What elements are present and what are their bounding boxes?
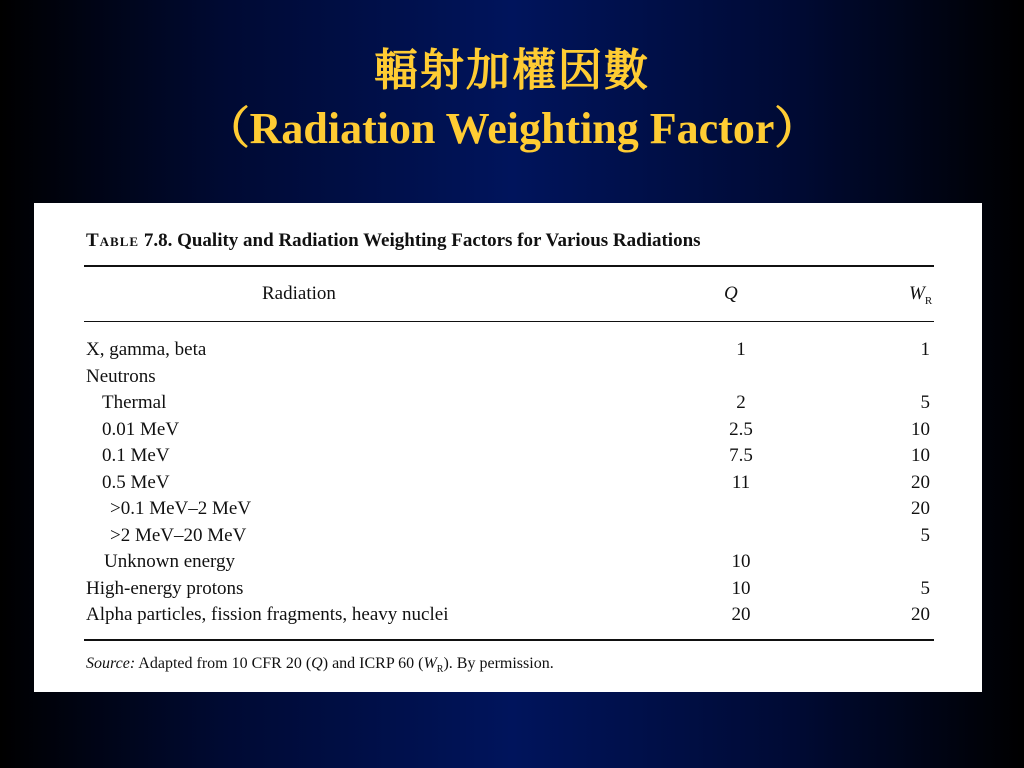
- weighting-factor-cell: 10: [911, 418, 930, 440]
- quality-factor-cell: 10: [731, 551, 751, 572]
- weighting-factor-cell: 1: [920, 339, 930, 360]
- table-row: [34, 498, 982, 524]
- radiation-type-cell: 0.1 MeV: [102, 445, 170, 466]
- slide-title-chinese: 輻射加權因數: [374, 45, 650, 96]
- radiation-type-cell: 0.01 MeV: [102, 418, 180, 440]
- header-wr: [909, 283, 932, 307]
- radiation-type-cell: X, gamma, beta: [86, 339, 207, 360]
- table-row: [34, 551, 982, 577]
- bottom-rule: [84, 639, 934, 641]
- table-row: [34, 366, 982, 392]
- radiation-type-cell: Unknown energy: [104, 551, 236, 572]
- weighting-factor-cell: 20: [911, 471, 930, 493]
- table-image-panel: [34, 203, 982, 692]
- header-q: Q: [724, 283, 738, 304]
- radiation-type-cell: Neutrons: [86, 365, 156, 387]
- quality-factor-cell: 10: [731, 577, 751, 599]
- table-row: [34, 525, 982, 551]
- table-row: [34, 392, 982, 418]
- radiation-type-cell: High-energy protons: [86, 577, 244, 599]
- table-caption: [86, 230, 701, 252]
- table-source-note: [86, 655, 554, 675]
- weighting-factor-cell: 5: [920, 392, 930, 413]
- table-caption-prefix: Table: [86, 230, 140, 251]
- source-text-1: Adapted from 10 CFR 20 (: [138, 655, 312, 672]
- radiation-type-cell: Alpha particles, fission fragments, heavy nuclei: [86, 604, 449, 625]
- header-rule: [84, 321, 934, 322]
- table-caption-text: Quality and Radiation Weighting Factors for Various Radiations: [177, 230, 701, 251]
- table-row: [34, 578, 982, 604]
- source-w: W: [423, 655, 437, 672]
- quality-factor-cell: 1: [736, 339, 746, 360]
- table-row: [34, 419, 982, 445]
- radiation-type-cell: Thermal: [102, 392, 167, 413]
- table-caption-number: 7.8.: [143, 230, 173, 251]
- source-w-subscript: R: [436, 664, 444, 676]
- header-w-subscript: R: [924, 294, 933, 307]
- source-text-3: ). By permission.: [443, 655, 554, 672]
- radiation-type-cell: >2 MeV–20 MeV: [110, 524, 247, 546]
- quality-factor-cell: 11: [731, 471, 751, 493]
- source-text-2: ) and ICRP 60 (: [322, 655, 424, 672]
- weighting-factor-cell: 5: [920, 524, 930, 546]
- weighting-factor-cell: 10: [911, 445, 930, 466]
- table-row: [34, 339, 982, 365]
- weighting-factor-cell: 20: [911, 604, 930, 625]
- weighting-factor-cell: 20: [911, 498, 930, 519]
- table-row: [34, 604, 982, 630]
- radiation-type-cell: 0.5 MeV: [102, 471, 170, 493]
- quality-factor-cell: 2.5: [729, 418, 753, 440]
- radiation-type-cell: >0.1 MeV–2 MeV: [110, 498, 252, 519]
- source-q: Q: [311, 655, 323, 672]
- header-radiation: Radiation: [262, 283, 336, 304]
- source-label: Source:: [86, 655, 136, 672]
- weighting-factor-cell: 5: [920, 577, 930, 599]
- slide-title-english: （Radiation Weighting Factor）: [205, 104, 819, 153]
- top-rule: [84, 265, 934, 267]
- quality-factor-cell: 7.5: [729, 445, 753, 466]
- quality-factor-cell: 20: [731, 604, 751, 625]
- table-row: [34, 445, 982, 471]
- header-w: W: [909, 283, 925, 304]
- quality-factor-cell: 2: [736, 392, 746, 413]
- table-row: [34, 472, 982, 498]
